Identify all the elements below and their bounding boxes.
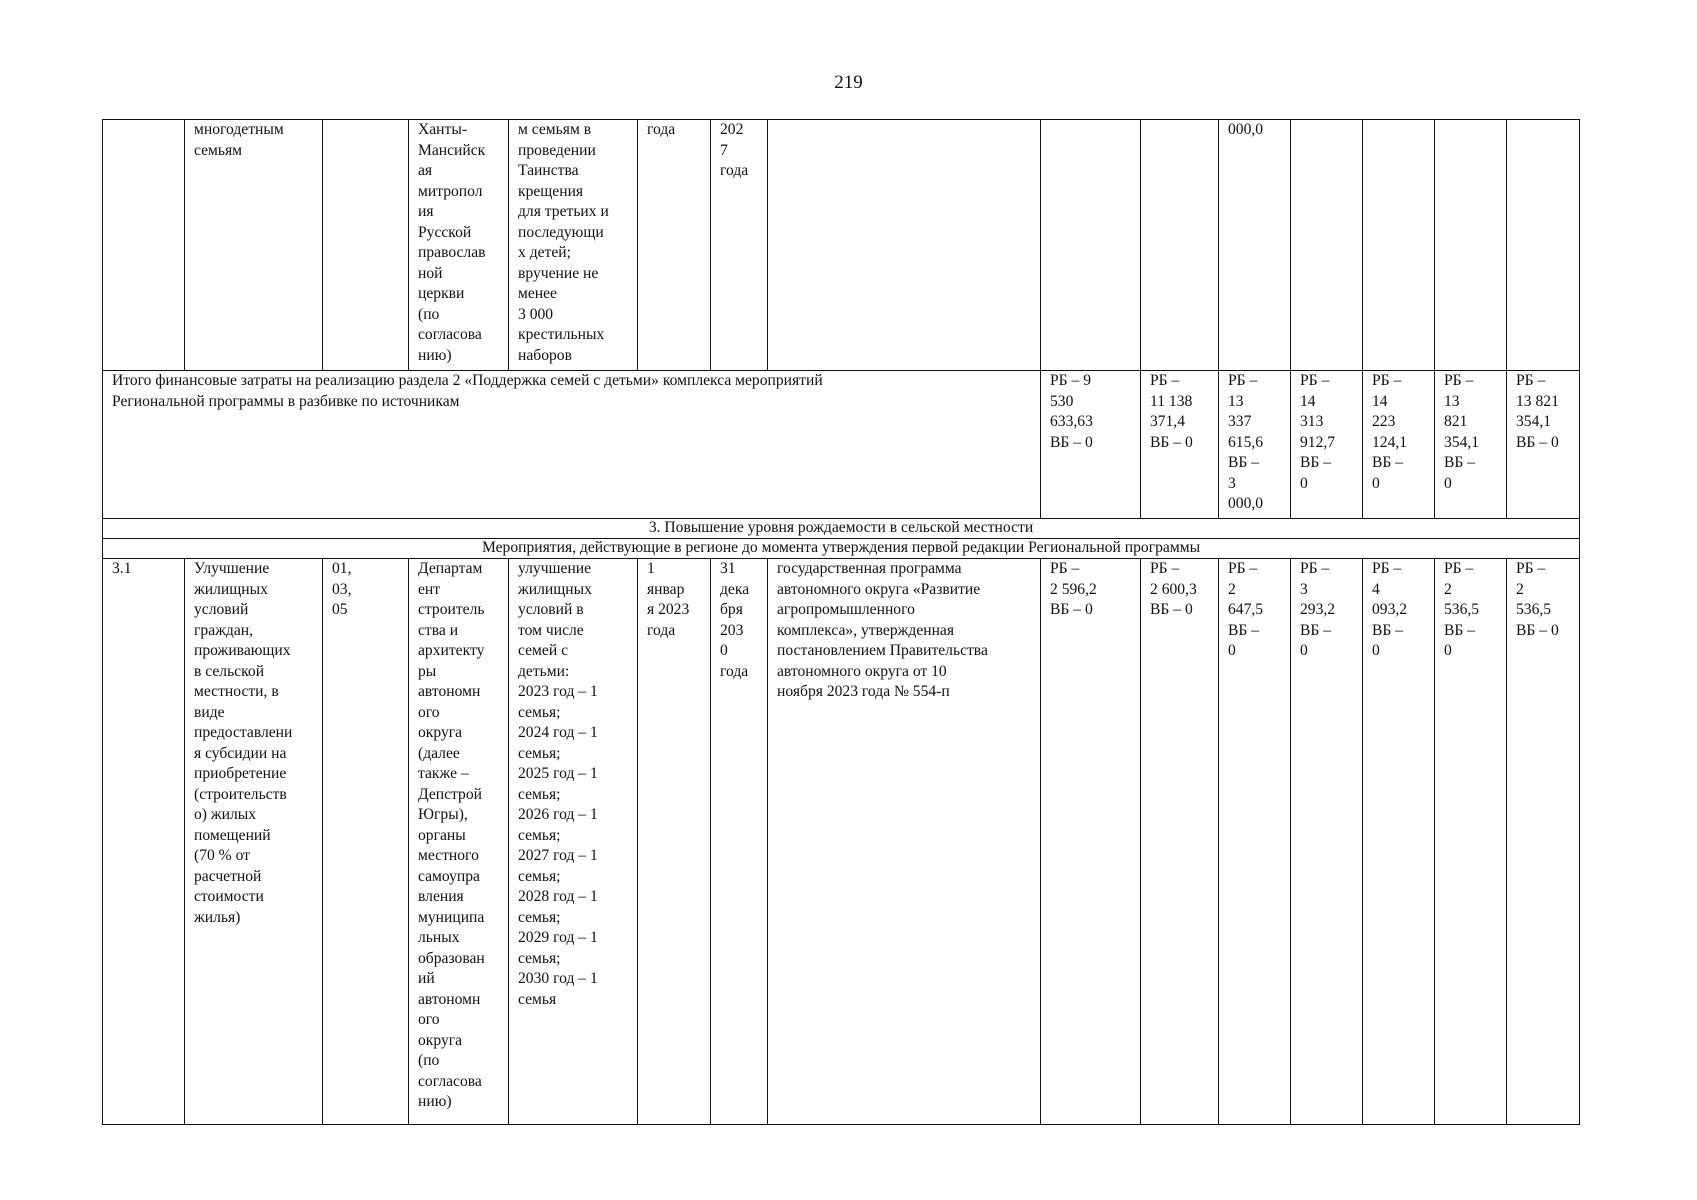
total-value-7: РБ – 13 821 354,1 ВБ – 0 bbox=[1507, 371, 1580, 519]
cell-basis: государственная программа автономного округа «Развитие агропромышленного комплекса», утвержденная постановлением Правительства автономного округа от 10 ноября 2023 года № 554-п bbox=[768, 559, 1041, 1125]
table-row-3-1 bbox=[103, 559, 1580, 1125]
program-table bbox=[102, 119, 1580, 1125]
cell-value-1 bbox=[1041, 120, 1141, 371]
total-value-6: РБ – 13 821 354,1 ВБ – 0 bbox=[1435, 371, 1507, 519]
cell-codes: 01, 03, 05 bbox=[323, 559, 409, 1125]
cell-value-1: РБ – 2 596,2 ВБ – 0 bbox=[1041, 559, 1141, 1125]
cell-number bbox=[103, 120, 185, 371]
cell-value-4 bbox=[1291, 120, 1363, 371]
cell-start-date: 1 январ я 2023 года bbox=[638, 559, 711, 1125]
total-value-5: РБ – 14 223 124,1 ВБ – 0 bbox=[1363, 371, 1435, 519]
cell-value-4: РБ – 3 293,2 ВБ – 0 bbox=[1291, 559, 1363, 1125]
cell-executor: Ханты- Мансийск ая митропол ия Русской православ ной церкви (по согласова нию) bbox=[409, 120, 509, 371]
page-number: 219 bbox=[834, 72, 863, 93]
total-value-1: РБ – 9 530 633,63 ВБ – 0 bbox=[1041, 371, 1141, 519]
cell-end-date: 31 дека бря 203 0 года bbox=[711, 559, 768, 1125]
table-row-section-heading bbox=[103, 519, 1580, 539]
cell-value-2: РБ – 2 600,3 ВБ – 0 bbox=[1141, 559, 1219, 1125]
total-label: Итого финансовые затраты на реализацию раздела 2 «Поддержка семей с детьми» комплекса мероприятий Региональной программы в разбивке по источникам bbox=[103, 371, 1041, 519]
subsection-heading: Мероприятия, действующие в регионе до момента утверждения первой редакции Региональной программы bbox=[103, 539, 1580, 559]
cell-value-5: РБ – 4 093,2 ВБ – 0 bbox=[1363, 559, 1435, 1125]
cell-value-7 bbox=[1507, 120, 1580, 371]
cell-activity-name: многодетным семьям bbox=[185, 120, 323, 371]
cell-start-date: года bbox=[638, 120, 711, 371]
cell-value-2 bbox=[1141, 120, 1219, 371]
cell-end-date: 202 7 года bbox=[711, 120, 768, 371]
cell-value-3: РБ – 2 647,5 ВБ – 0 bbox=[1219, 559, 1291, 1125]
cell-value-6: РБ – 2 536,5 ВБ – 0 bbox=[1435, 559, 1507, 1125]
total-value-3: РБ – 13 337 615,6 ВБ – 3 000,0 bbox=[1219, 371, 1291, 519]
cell-codes bbox=[323, 120, 409, 371]
cell-result: м семьям в проведении Таинства крещения для третьих и последующи х детей; вручение не менее 3 000 крестильных наборов bbox=[509, 120, 638, 371]
table-row-subsection-heading bbox=[103, 539, 1580, 559]
section-heading: 3. Повышение уровня рождаемости в сельской местности bbox=[103, 519, 1580, 539]
cell-executor: Департам ент строитель ства и архитекту ры автономн ого округа (далее также – Депстрой Югры), органы местного самоупра вления муниципа льных образован ий автономн ого округа (по согласова нию) bbox=[409, 559, 509, 1125]
cell-value-6 bbox=[1435, 120, 1507, 371]
cell-result: улучшение жилищных условий в том числе семей с детьми: 2023 год – 1 семья; 2024 год – 1 семья; 2025 год – 1 семья; 2026 год – 1 семья; 2027 год – 1 семья; 2028 год – 1 семья; 2029 год – 1 семья; 2030 год – 1 семья bbox=[509, 559, 638, 1125]
cell-activity-name: Улучшение жилищных условий граждан, проживающих в сельской местности, в виде предоставлени я субсидии на приобретение (строительств о) жилых помещений (70 % от расчетной стоимости жилья) bbox=[185, 559, 323, 1125]
total-value-2: РБ – 11 138 371,4 ВБ – 0 bbox=[1141, 371, 1219, 519]
cell-basis bbox=[768, 120, 1041, 371]
table-row-total bbox=[103, 371, 1580, 519]
cell-value-7: РБ – 2 536,5 ВБ – 0 bbox=[1507, 559, 1580, 1125]
cell-value-5 bbox=[1363, 120, 1435, 371]
total-value-4: РБ – 14 313 912,7 ВБ – 0 bbox=[1291, 371, 1363, 519]
table-row-continued bbox=[103, 120, 1580, 371]
cell-value-3: 000,0 bbox=[1219, 120, 1291, 371]
cell-number: 3.1 bbox=[103, 559, 185, 1125]
